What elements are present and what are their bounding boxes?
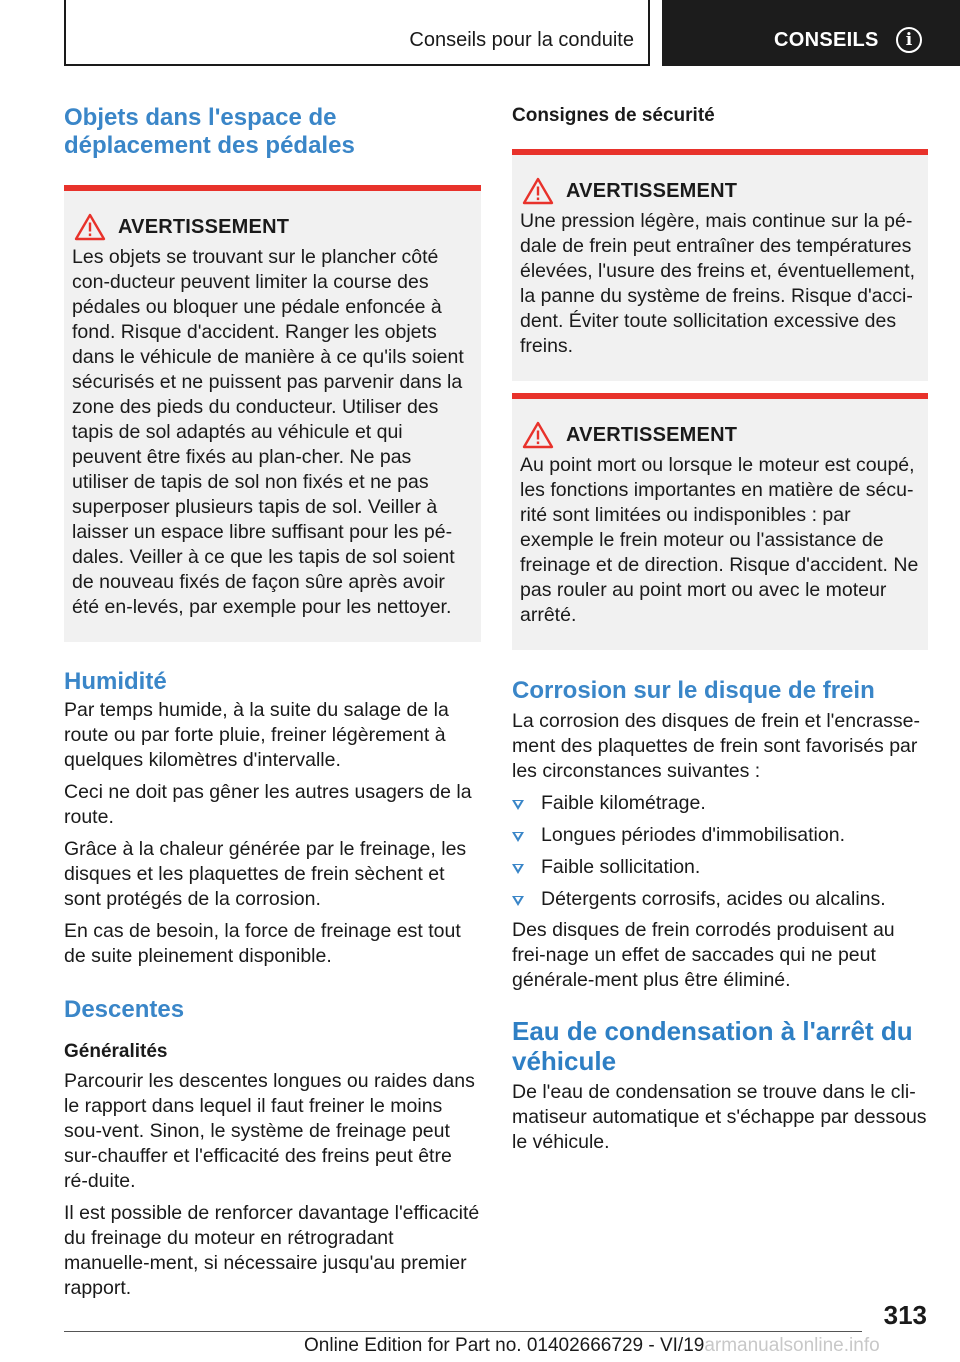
section-title-pedal-objects: Objets dans l'espace de déplacement des pédales (64, 104, 355, 159)
warning-box-brake-pressure (512, 149, 928, 381)
paragraph: Parcourir les descentes longues ou raides dans le rapport dans lequel il faut freiner le moins sou-vent. Sinon, le système de freinage peut sur-chauffer et l'efficacité des freins peut être ré-duite. (64, 1070, 475, 1192)
header-chapter-title: CONSEILS (774, 29, 879, 51)
list-item: Faible sollicitation. (512, 855, 928, 880)
header-chapter-box (662, 0, 960, 66)
section-title-descents: Descentes (64, 996, 185, 1023)
paragraph: Des disques de frein corrodés produisent au frei-nage un effet de saccades qui ne peut générale-ment plus être éliminé. (512, 919, 895, 991)
paragraph: Grâce à la chaleur générée par le freinage, les disques et les plaquettes de frein sèchent et sont protégés de la corrosion. (64, 838, 467, 910)
warning-triangle-icon (522, 421, 554, 449)
right-column (512, 104, 928, 1155)
warning-box-pedals (64, 185, 481, 642)
triangle-bullet-icon (512, 864, 524, 874)
warning-title: AVERTISSEMENT (118, 215, 290, 238)
paragraph: La corrosion des disques de frein et l'encrasse-ment des plaquettes de frein sont favorisés par les circonstances suivantes : (512, 710, 921, 782)
header-section-title: Conseils pour la conduite (409, 29, 634, 51)
info-icon: i (896, 27, 922, 53)
paragraph: Par temps humide, à la suite du salage de la route ou par forte pluie, freiner légèrement à quelques kilomètres d'intervalle. (64, 699, 449, 771)
warning-title: AVERTISSEMENT (566, 179, 738, 202)
warning-text: Une pression légère, mais continue sur la pé-dale de frein peut entraîner des températures élevées, l'usure des freins et, éventuellement, la panne du système de freins. Risque d'acci-dent. Éviter toute sollicitation excessive des freins. (520, 210, 916, 357)
subsection-title-general: Généralités (64, 1041, 168, 1062)
bullet-list (512, 791, 928, 912)
triangle-bullet-icon (512, 896, 524, 906)
footer-watermark: armanualsonline.info (704, 1335, 880, 1356)
subsection-title-safety: Consignes de sécurité (512, 105, 715, 126)
triangle-bullet-icon (512, 800, 524, 810)
header-section-box (64, 0, 650, 66)
list-item: Détergents corrosifs, acides ou alcalins. (512, 887, 928, 912)
warning-title: AVERTISSEMENT (566, 423, 738, 446)
section-title-condensation: Eau de condensation à l'arrêt du véhicule (512, 1016, 913, 1076)
warning-triangle-icon (74, 213, 106, 241)
page-number: 313 (883, 1300, 927, 1330)
warning-text: Les objets se trouvant sur le plancher côté con-ducteur peuvent limiter la course des pédales ou bloquer une pédale enfoncée à fond. Risque d'accident. Ranger les objets dans le véhicule de manière à ce qu'ils soient sécurisés et ne puissent pas parvenir dans la zone des pieds du conducteur. Utiliser des tapis de sol adaptés au véhicule et qui peuvent être fixés au plan-cher. Ne pas utiliser de tapis de sol non fixés et ne pas superposer plusieurs tapis de sol. Veiller à laisser un espace libre suffisant pour les pé-dales. Veiller à ce que les tapis de sol soient de nouveau fixés de façon sûre après avoir été en-levés, par exemple pour les nettoyer. (72, 246, 464, 618)
left-column (64, 104, 481, 1301)
paragraph: De l'eau de condensation se trouve dans le cli-matiseur automatique et s'échappe par dessous le véhicule. (512, 1081, 927, 1153)
footer-edition (304, 1335, 880, 1357)
warning-triangle-icon (522, 177, 554, 205)
section-title-brake-corrosion: Corrosion sur le disque de frein (512, 677, 875, 704)
footer-divider (64, 1331, 862, 1332)
triangle-bullet-icon (512, 832, 524, 842)
paragraph: Ceci ne doit pas gêner les autres usagers de la route. (64, 781, 472, 828)
section-title-humidity: Humidité (64, 668, 167, 695)
warning-box-neutral (512, 393, 928, 650)
warning-text: Au point mort ou lorsque le moteur est coupé, les fonctions importantes en matière de sécu-rité sont limitées ou indisponibles : par exemple le frein moteur ou l'assistance de freinage et de direction. Risque d'accident. Ne pas rouler au point mort ou avec le moteur arrêté. (520, 454, 919, 626)
paragraph: Il est possible de renforcer davantage l'efficacité du freinage du moteur en rétrogradant manuelle-ment, si nécessaire jusqu'au premier rapport. (64, 1202, 480, 1299)
paragraph: En cas de besoin, la force de freinage est tout de suite pleinement disponible. (64, 920, 461, 967)
list-item: Longues périodes d'immobilisation. (512, 823, 928, 848)
list-item: Faible kilométrage. (512, 791, 928, 816)
footer-edition-text: Online Edition for Part no. 01402666729 - VI/19 (304, 1335, 705, 1356)
